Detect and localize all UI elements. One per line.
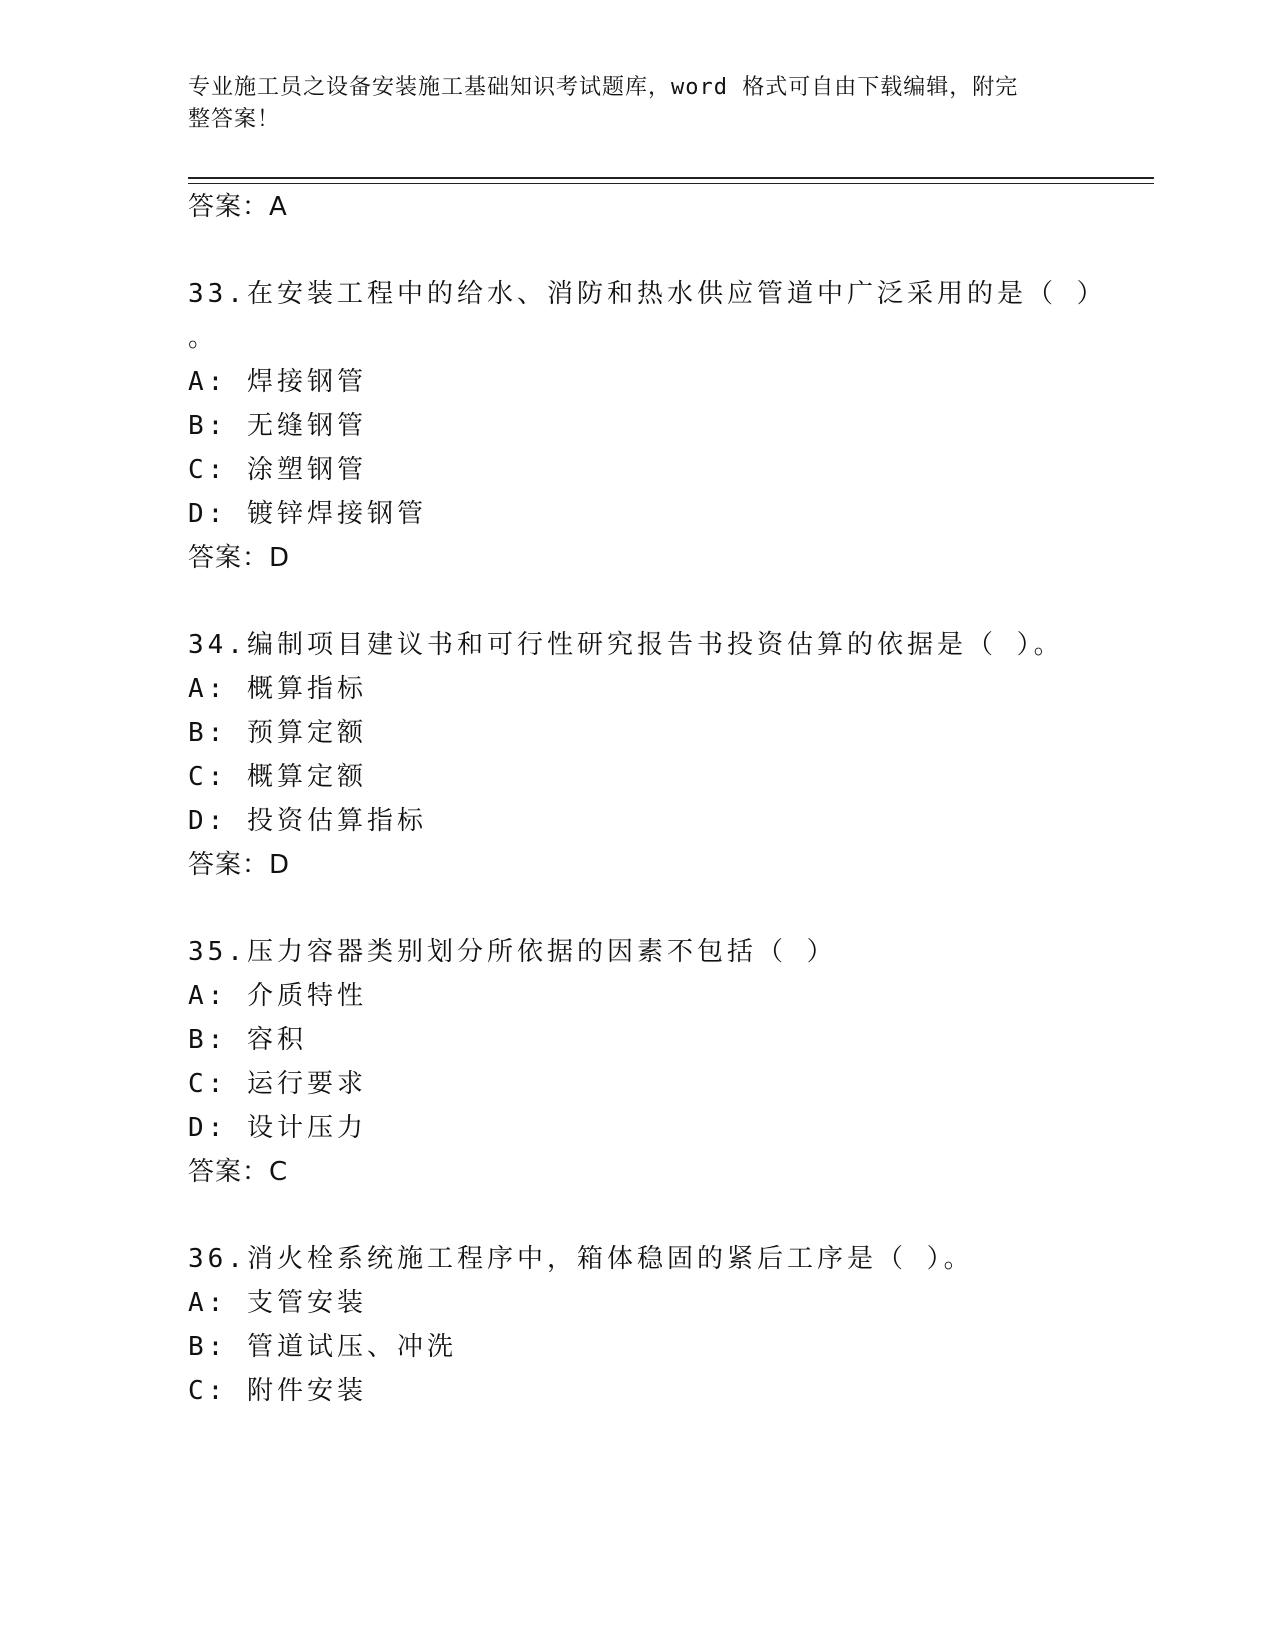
question-35-answer: 答案：C: [188, 1157, 289, 1187]
question-35-option-b: B: 容积: [188, 1025, 307, 1055]
header-divider-thin: [188, 183, 1154, 184]
question-36-option-a: A: 支管安装: [188, 1288, 367, 1318]
header-line-1: 专业施工员之设备安装施工基础知识考试题库，word 格式可自由下载编辑，附完: [188, 75, 1019, 100]
question-33-option-d: D: 镀锌焊接钢管: [188, 499, 427, 529]
header-line-2: 整答案！: [188, 107, 281, 132]
question-34-stem: 34.编制项目建议书和可行性研究报告书投资估算的依据是（ ）。: [188, 630, 1064, 660]
question-33-option-b: B: 无缝钢管: [188, 411, 367, 441]
question-33-option-c: C: 涂塑钢管: [188, 455, 367, 485]
question-34-option-b: B: 预算定额: [188, 718, 367, 748]
question-33-stem: 33.在安装工程中的给水、消防和热水供应管道中广泛采用的是（ ）: [188, 279, 1107, 309]
question-35-stem: 35.压力容器类别划分所依据的因素不包括（ ）: [188, 937, 837, 967]
question-34-option-c: C: 概算定额: [188, 762, 367, 792]
question-34-option-a: A: 概算指标: [188, 674, 367, 704]
header-divider-thick: [188, 177, 1154, 179]
question-35-option-d: D: 设计压力: [188, 1113, 367, 1143]
document-header: [188, 72, 1088, 136]
question-33-stem-cont: 。: [188, 323, 219, 353]
question-34-answer: 答案：D: [188, 850, 291, 880]
question-33-option-a: A: 焊接钢管: [188, 367, 367, 397]
question-35-option-c: C: 运行要求: [188, 1069, 367, 1099]
question-36-option-b: B: 管道试压、冲洗: [188, 1332, 457, 1362]
question-36-stem: 36.消火栓系统施工程序中，箱体稳固的紧后工序是（ ）。: [188, 1244, 974, 1274]
question-33-answer: 答案：D: [188, 543, 291, 573]
question-36-option-c: C: 附件安装: [188, 1376, 367, 1406]
question-35-option-a: A: 介质特性: [188, 981, 367, 1011]
question-34-option-d: D: 投资估算指标: [188, 806, 427, 836]
answer-line: 答案：A: [188, 192, 288, 222]
